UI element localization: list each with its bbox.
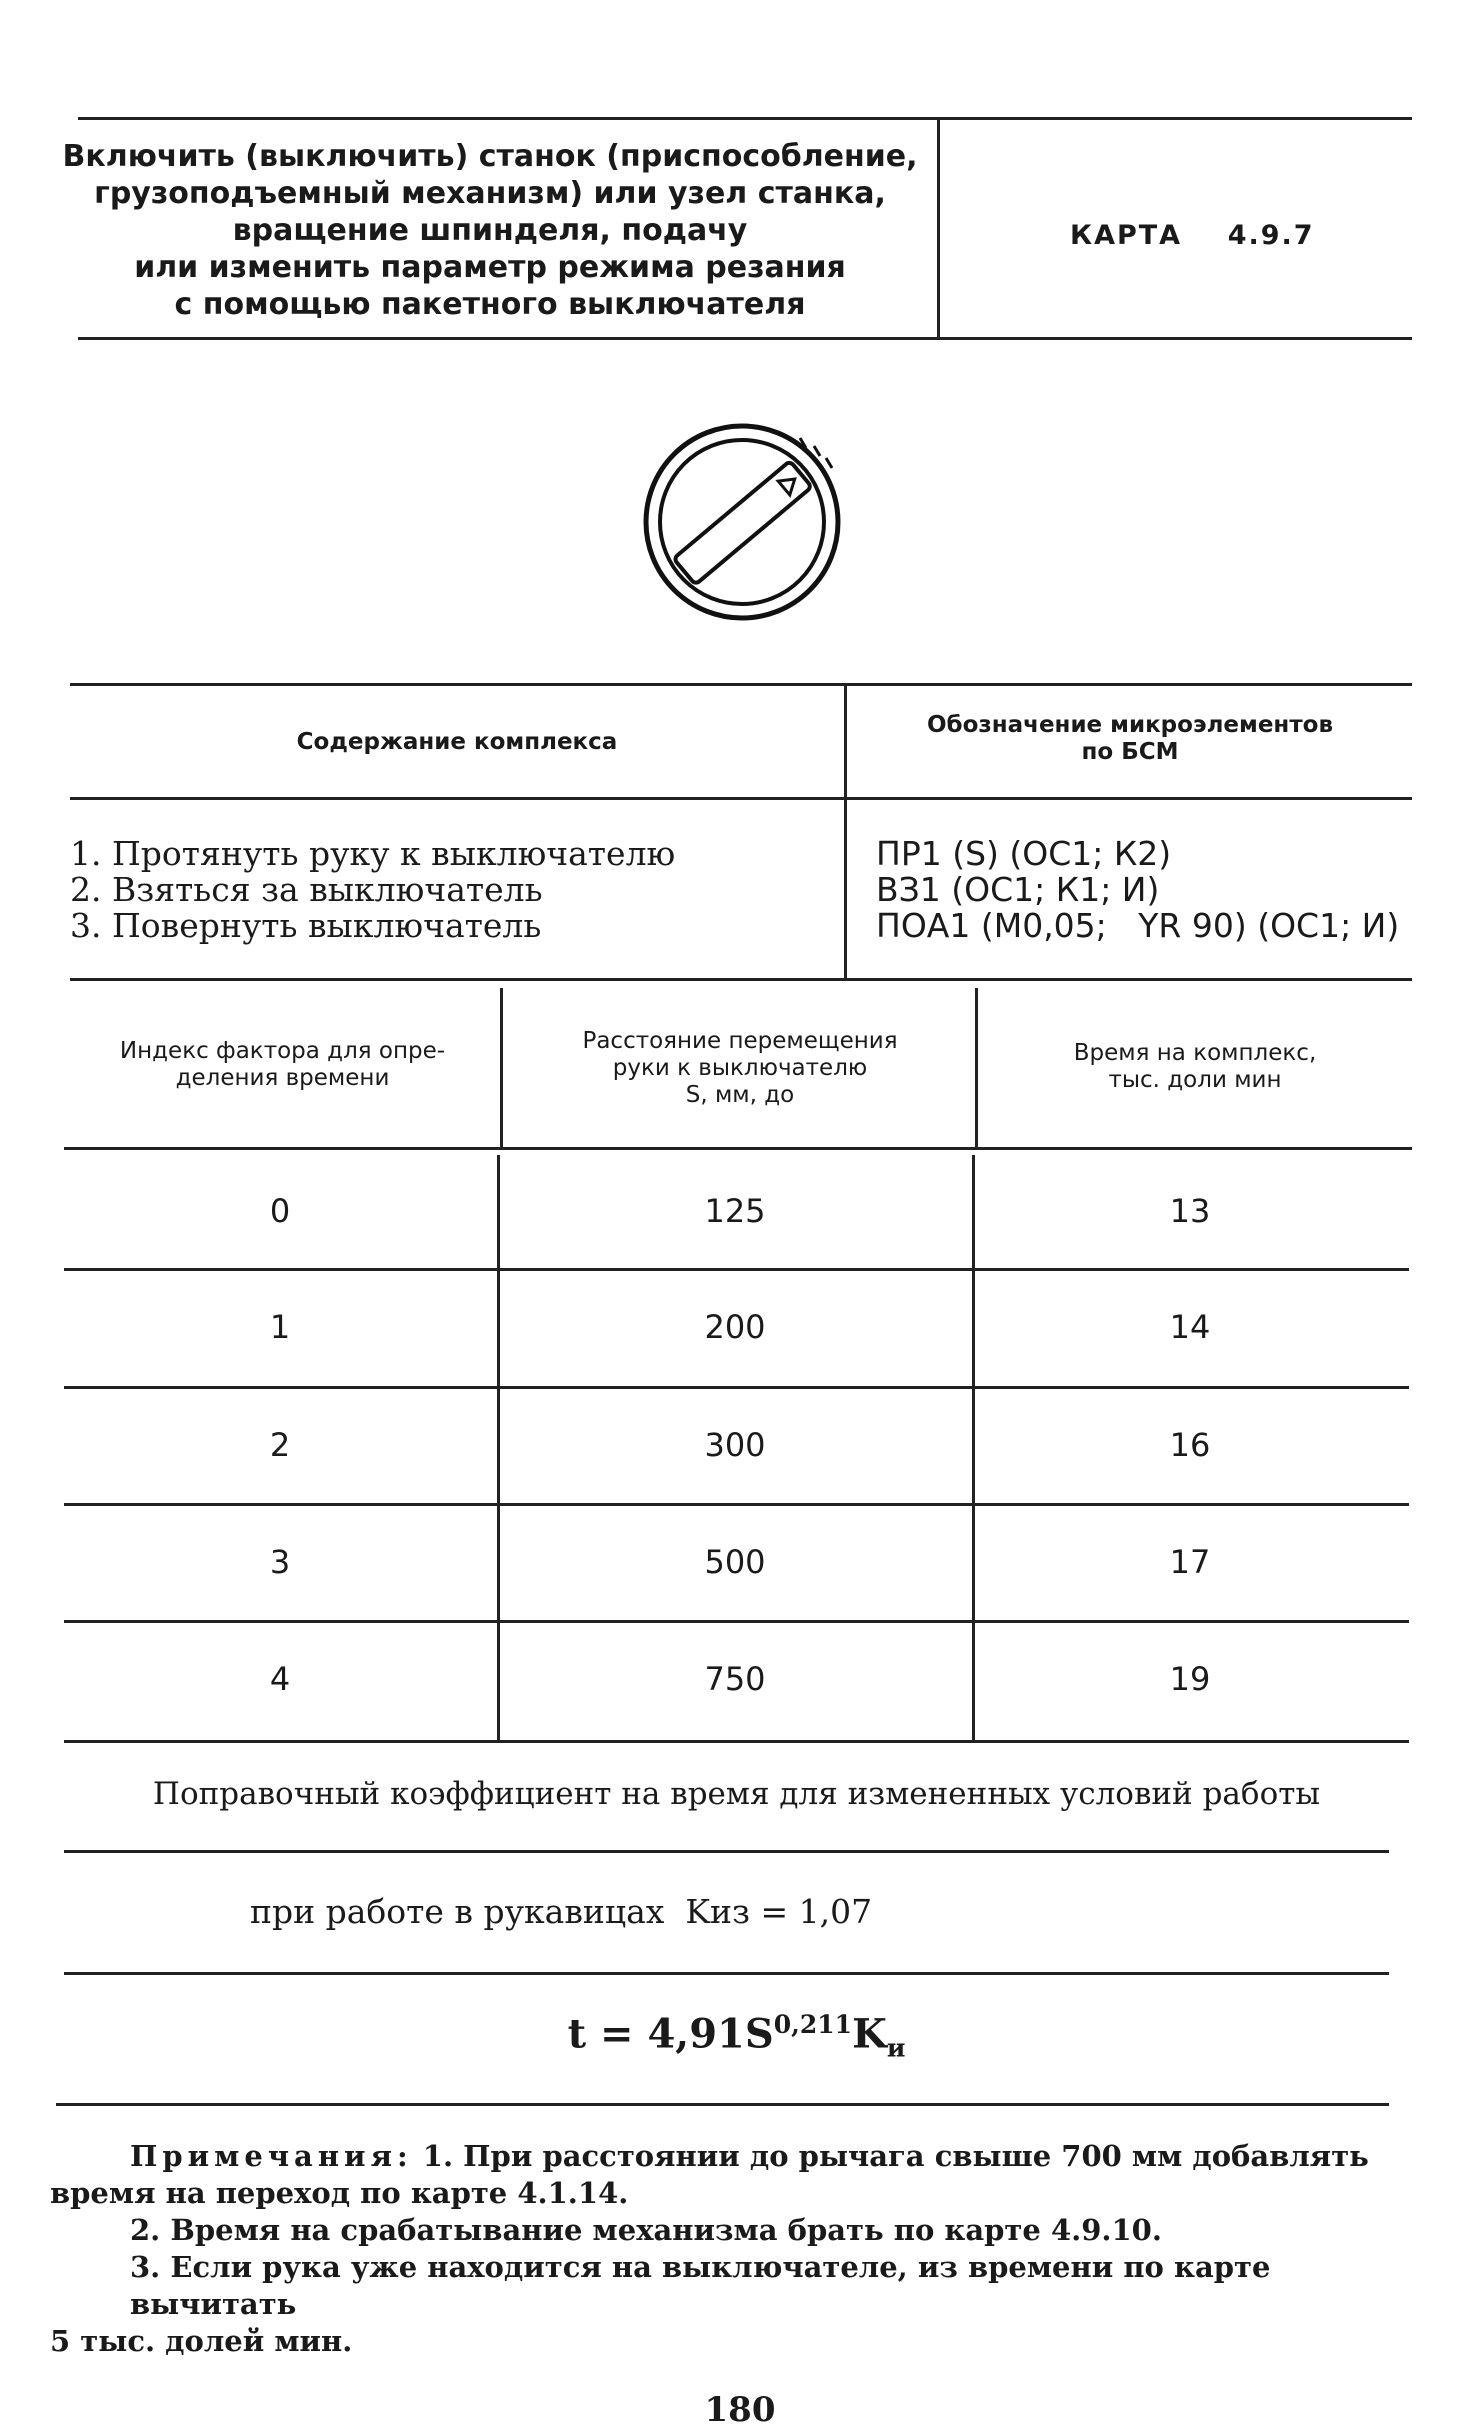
complex-bottom-rule bbox=[70, 978, 1412, 981]
table-cell: 17 bbox=[1169, 1543, 1211, 1581]
notes-prefix: Примечания: bbox=[130, 2139, 413, 2173]
note-line: время на переход по карте 4.1.14. bbox=[50, 2176, 629, 2210]
complex-top-rule bbox=[70, 683, 1412, 686]
complex-col1-header: Содержание комплекса bbox=[296, 729, 618, 755]
card-title-line: грузоподъемный механизм) или узел станка, bbox=[94, 176, 886, 211]
table-cell: 0 bbox=[269, 1192, 291, 1230]
time-col-divider-2 bbox=[975, 988, 978, 1148]
time-header-rule bbox=[64, 1147, 1412, 1150]
table-cell: 1 bbox=[269, 1308, 291, 1346]
table-cell: 750 bbox=[704, 1660, 766, 1698]
card-title-line: или изменить параметр режима резания bbox=[134, 250, 846, 285]
complex-microelements bbox=[876, 836, 1399, 944]
microelement-code: ПР1 (S) (ОС1; К2) bbox=[876, 834, 1172, 873]
time-col2-header-line: Расстояние перемещения bbox=[582, 1028, 898, 1054]
formula-main: t = 4,91S bbox=[567, 2010, 774, 2058]
card-title bbox=[60, 138, 920, 323]
card-number-label bbox=[1070, 220, 1315, 251]
gloves-coefficient: при работе в рукавицах Kиз = 1,07 bbox=[250, 1892, 873, 1931]
time-formula bbox=[64, 2010, 1409, 2062]
complex-step: 3. Повернуть выключатель bbox=[70, 906, 542, 945]
complex-header-rule bbox=[70, 797, 1412, 800]
complex-col2-header-line: по БСМ bbox=[1081, 739, 1179, 765]
table-cell: 16 bbox=[1169, 1426, 1211, 1464]
formula-tail: K bbox=[852, 2010, 887, 2058]
microelement-code: ПОА1 (М0,05; YR 90) (ОС1; И) bbox=[876, 906, 1400, 945]
header-bottom-rule bbox=[78, 337, 1412, 340]
header-top-rule bbox=[78, 117, 1412, 120]
card-label: КАРТА bbox=[1070, 220, 1183, 251]
table-row-rule bbox=[64, 1620, 1409, 1623]
correction-rule bbox=[64, 1850, 1389, 1853]
table-cell: 125 bbox=[704, 1192, 766, 1230]
correction-title: Поправочный коэффициент на время для измененных условий работы bbox=[152, 1776, 1321, 1812]
table-row-rule bbox=[64, 1503, 1409, 1506]
table-row-rule bbox=[64, 1386, 1409, 1389]
time-col1-header-line: деления времени bbox=[175, 1065, 390, 1091]
card-title-line: с помощью пакетного выключателя bbox=[174, 287, 806, 322]
time-row-divider bbox=[972, 1155, 975, 1740]
table-row-rule bbox=[64, 1268, 1409, 1271]
page-number: 180 bbox=[704, 2390, 776, 2430]
formula-subscript: и bbox=[886, 2033, 906, 2063]
table-cell: 300 bbox=[704, 1426, 766, 1464]
table-cell: 13 bbox=[1169, 1192, 1211, 1230]
note-line: 2. Время на срабатывание механизма брать по карте 4.9.10. bbox=[130, 2213, 1162, 2247]
complex-divider bbox=[844, 683, 847, 981]
complex-col2-header bbox=[850, 712, 1410, 766]
complex-step: 1. Протянуть руку к выключателю bbox=[70, 834, 676, 873]
table-cell: 19 bbox=[1169, 1660, 1211, 1698]
notes bbox=[50, 2138, 1410, 2360]
time-col2-header bbox=[510, 1028, 970, 1109]
note-line: 5 тыс. долей мин. bbox=[50, 2324, 353, 2358]
note-text: 1. При расстоянии до рычага свыше 700 мм добавлять bbox=[412, 2139, 1369, 2173]
card-number: 4.9.7 bbox=[1227, 220, 1315, 251]
time-row-divider bbox=[497, 1155, 500, 1740]
table-cell: 200 bbox=[704, 1308, 766, 1346]
complex-step: 2. Взяться за выключатель bbox=[70, 870, 543, 909]
rotary-switch-icon bbox=[630, 410, 870, 640]
time-col-divider-1 bbox=[500, 988, 503, 1148]
table-cell: 14 bbox=[1169, 1308, 1211, 1346]
time-col1-header-line: Индекс фактора для опре- bbox=[119, 1038, 446, 1064]
table-cell: 4 bbox=[269, 1660, 291, 1698]
time-col3-header-line: Время на комплекс, bbox=[1073, 1040, 1317, 1066]
time-col3-header-line: тыс. доли мин bbox=[1108, 1067, 1282, 1093]
complex-col2-header-line: Обозначение микроэлементов bbox=[926, 712, 1334, 738]
microelement-code: ВЗ1 (ОС1; К1; И) bbox=[876, 870, 1160, 909]
table-cell: 2 bbox=[269, 1426, 291, 1464]
time-col3-header bbox=[985, 1040, 1405, 1094]
formula-rule bbox=[56, 2103, 1389, 2106]
formula-exponent: 0,211 bbox=[773, 2010, 853, 2039]
card-title-line: Включить (выключить) станок (приспособление, bbox=[62, 139, 918, 174]
gloves-rule bbox=[64, 1972, 1389, 1975]
note-line: 3. Если рука уже находится на выключателе, из времени по карте вычитать bbox=[130, 2250, 1271, 2321]
time-col1-header bbox=[70, 1038, 495, 1092]
complex-steps bbox=[70, 836, 675, 944]
time-col2-header-line: S, мм, до bbox=[685, 1082, 795, 1108]
card-title-line: вращение шпинделя, подачу bbox=[232, 213, 748, 248]
table-cell: 500 bbox=[704, 1543, 766, 1581]
table-cell: 3 bbox=[269, 1543, 291, 1581]
time-col2-header-line: руки к выключателю bbox=[612, 1055, 868, 1081]
note-line bbox=[50, 2138, 1410, 2175]
header-divider bbox=[937, 117, 940, 339]
table-bottom-rule bbox=[64, 1740, 1409, 1743]
